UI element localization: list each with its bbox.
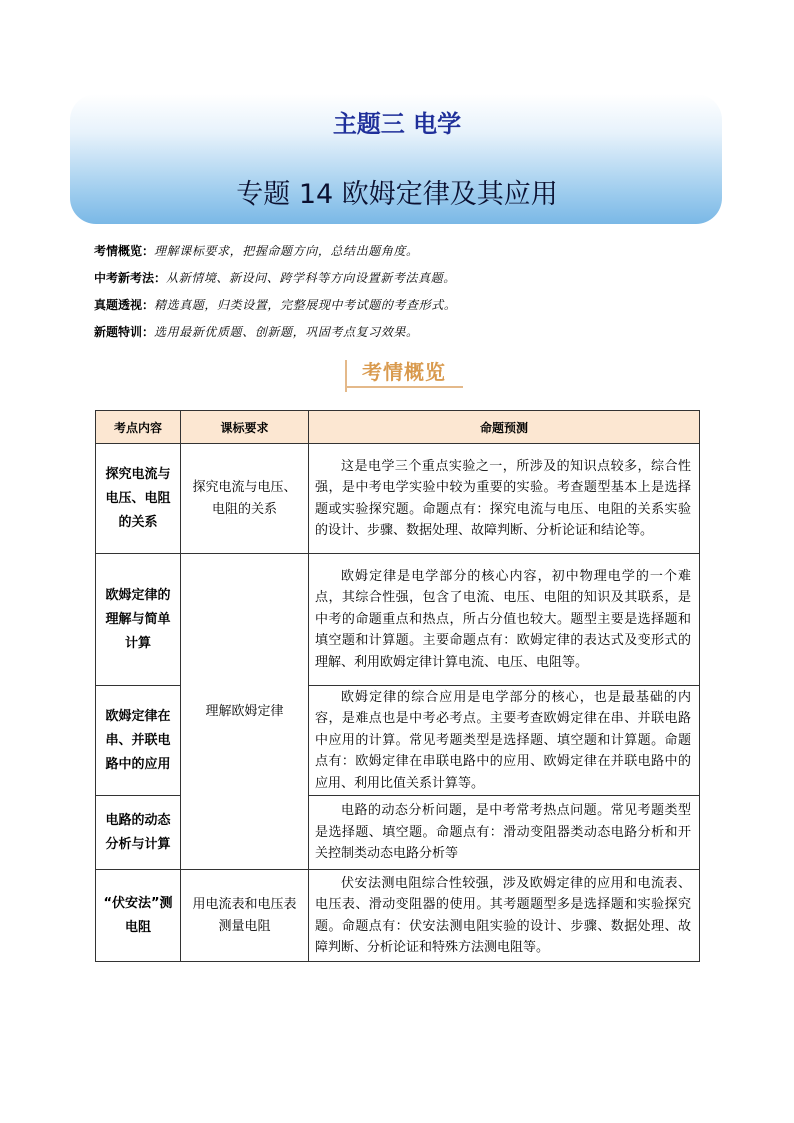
topic-cell: 欧姆定律的理解与简单计算 <box>96 554 181 686</box>
column-header-topic: 考点内容 <box>96 411 181 444</box>
intro-value: 选用最新优质题、创新题，巩固考点复习效果。 <box>154 325 419 339</box>
prediction-cell: 欧姆定律是电学部分的核心内容，初中物理电学的一个难点，其综合性强，包含了电流、电压、电阻的知识及其联系，是中考的命题重点和热点，所占分值也较大。题型主要是选择题和填空题和计算题。主要命题点有：欧姆定律的表达式及变形式的理解、利用欧姆定律计算电流、电压、电阻等。 <box>309 554 700 686</box>
prediction-cell: 这是电学三个重点实验之一，所涉及的知识点较多，综合性强，是中考电学实验中较为重要的实验。考查题型基本上是选择题或实验探究题。命题点有：探究电流与电压、电阻的关系实验的设计、步骤、数据处理、故障判断、分析论证和结论等。 <box>309 444 700 554</box>
intro-key: 新题特训： <box>94 325 155 339</box>
intro-key: 中考新考法： <box>94 271 167 285</box>
intro-value: 从新情境、新设问、跨学科等方向设置新考法真题。 <box>166 271 456 285</box>
intro-key: 考情概览： <box>94 244 155 258</box>
table-row <box>96 444 700 554</box>
section-heading <box>345 352 463 392</box>
intro-item-overview <box>94 238 714 265</box>
table-row <box>96 870 700 962</box>
column-header-prediction: 命题预测 <box>309 411 700 444</box>
intro-key: 真题透视： <box>94 298 155 312</box>
table-row <box>96 554 700 686</box>
table-header-row <box>96 411 700 444</box>
intro-item-real-questions <box>94 292 714 319</box>
exam-overview-table <box>95 410 700 962</box>
requirement-cell: 探究电流与电压、电阻的关系 <box>181 444 309 554</box>
intro-list <box>94 238 714 346</box>
section-heading-text: 考情概览 <box>362 360 446 384</box>
intro-value: 精选真题，归类设置，完整展现中考试题的考查形式。 <box>154 298 457 312</box>
topic-cell: 欧姆定律在串、并联电路中的应用 <box>96 686 181 796</box>
intro-item-new-methods <box>94 265 714 292</box>
requirement-cell: 用电流表和电压表测量电阻 <box>181 870 309 962</box>
topic-title: 专题 14 欧姆定律及其应用 <box>236 179 558 210</box>
column-header-requirement: 课标要求 <box>181 411 309 444</box>
requirement-cell: 理解欧姆定律 <box>181 554 309 870</box>
topic-cell: 电路的动态分析与计算 <box>96 796 181 870</box>
prediction-cell: 伏安法测电阻综合性较强，涉及欧姆定律的应用和电流表、电压表、滑动变阻器的使用。其考题题型多是选择题和实验探究题。命题点有：伏安法测电阻实验的设计、步骤、数据处理、故障判断、分析论证和特殊方法测电阻等。 <box>309 870 700 962</box>
section-underline <box>347 386 463 388</box>
theme-title: 主题三 电学 <box>332 110 462 138</box>
topic-cell: “伏安法”测电阻 <box>96 870 181 962</box>
prediction-cell: 电路的动态分析问题，是中考常考热点问题。常见考题类型是选择题、填空题。命题点有：滑动变阻器类动态电路分析和开关控制类动态电路分析等 <box>309 796 700 870</box>
intro-value: 理解课标要求，把握命题方向，总结出题角度。 <box>154 244 419 258</box>
intro-item-new-training <box>94 319 714 346</box>
prediction-cell: 欧姆定律的综合应用是电学部分的核心，也是最基础的内容，是难点也是中考必考点。主要考查欧姆定律在串、并联电路中应用的计算。常见考题类型是选择题、填空题和计算题。命题点有：欧姆定律在串联电路中的应用、欧姆定律在并联电路中的应用、利用比值关系计算等。 <box>309 686 700 796</box>
topic-cell: 探究电流与电压、电阻的关系 <box>96 444 181 554</box>
